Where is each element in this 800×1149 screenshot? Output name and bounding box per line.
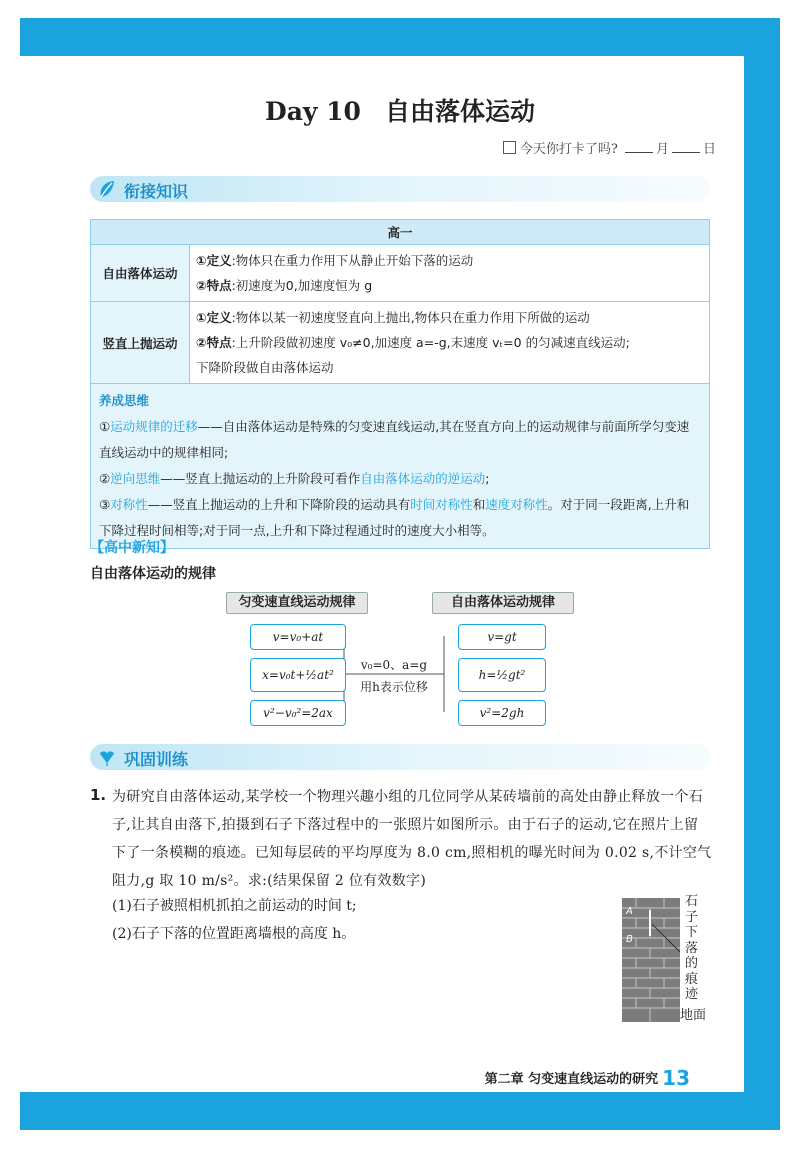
- line-head: ②特点: [196, 278, 232, 293]
- formula-box: v=v₀+at: [250, 624, 346, 650]
- note-text: 用h表示位移: [360, 680, 428, 694]
- figure-label: 石子下落的痕迹: [685, 894, 699, 1002]
- line-text: :上升阶段做初速度 v₀≠0,加速度 a=-g,末速度 vₜ=0 的匀减速直线运动;: [231, 335, 630, 350]
- brick-wall-photo: [622, 898, 680, 1022]
- line-head: ②特点: [196, 335, 232, 350]
- point-number: ②: [99, 471, 111, 486]
- day-label: Day 10: [265, 97, 361, 126]
- row-label: 自由落体运动: [91, 245, 190, 302]
- diagram-left-header: 匀变速直线运动规律: [226, 592, 368, 614]
- section-title-practice: 巩固训练: [124, 750, 189, 769]
- point-text: ;: [485, 471, 490, 486]
- point-a-label: A: [626, 906, 633, 917]
- point-text: 。对于同一段距离,上升和下降过程时间相等;对于同一点,上升和下降过程通过时的速度大小相等。: [99, 497, 690, 538]
- row-label: 竖直上抛运动: [91, 302, 190, 384]
- formula-box: h=½gt²: [458, 658, 546, 692]
- point-keyword: 速度对称性: [485, 497, 548, 512]
- thinking-title: 养成思维: [99, 393, 150, 408]
- formula-box: v=gt: [458, 624, 546, 650]
- section-header-practice: [90, 744, 710, 770]
- point-keyword: 自由落体运动的逆运动: [360, 471, 486, 486]
- formula-box: v²−v₀²=2ax: [250, 700, 346, 726]
- ginkgo-leaf-icon: [98, 747, 116, 767]
- title-text: 自由落体运动: [384, 97, 535, 126]
- point-keyword: 时间对称性: [410, 497, 473, 512]
- law-title: 自由落体运动的规律: [90, 566, 216, 582]
- point-number: ①: [99, 419, 111, 434]
- month-label: 月: [655, 142, 669, 157]
- point-text: 和: [472, 497, 486, 512]
- point-keyword: 逆向思维: [110, 471, 161, 486]
- section-title-bridge: 衔接知识: [124, 182, 189, 201]
- point-text: ——竖直上抛运动的上升和下降阶段的运动具有: [147, 497, 411, 512]
- formula-box: v²=2gh: [458, 700, 546, 726]
- line-text: :初速度为0,加速度恒为 g: [231, 278, 373, 293]
- page-footer: [485, 1066, 690, 1090]
- question-text: 为研究自由落体运动,某学校一个物理兴趣小组的几位同学从某砖墙前的高处由静止释放一个石子,让其自由落下,拍摄到石子下落过程中的一张照片如图所示。由于石子的运动,它在照片上留下了一条模糊的痕迹。已知每层砖的平均厚度为 8.0 cm,照相机的曝光时间为 0.02 s,不计空气阻力,g 取 10 m/s²。求:(结果保留 2 位有效数字): [112, 789, 712, 889]
- line-text: :物体只在重力作用下从静止开始下落的运动: [231, 253, 474, 268]
- new-knowledge-tag: 【高中新知】: [90, 540, 174, 556]
- point-keyword: 对称性: [110, 497, 148, 512]
- point-b-label: B: [626, 934, 633, 945]
- table-header-cell: 高一: [91, 220, 710, 245]
- chapter-title: 第二章 匀变速直线运动的研究: [484, 1072, 659, 1087]
- formula-box: x=v₀t+½at²: [250, 658, 346, 692]
- question-number: 1.: [90, 786, 107, 804]
- page-number: 13: [662, 1066, 690, 1090]
- line-text: 下降阶段做自由落体运动: [196, 360, 334, 375]
- point-text: ——竖直上抛运动的上升阶段可看作: [160, 471, 361, 486]
- ground-label: 地面: [680, 1008, 707, 1023]
- day-label-text: 日: [702, 142, 716, 157]
- condition-text: v₀=0、a=g: [360, 658, 428, 672]
- checkin-text: 今天你打卡了吗?: [519, 142, 618, 157]
- question-sub-1: (1)石子被照相机抓拍之前运动的时间 t;: [112, 898, 357, 914]
- line-head: ①定义: [196, 253, 232, 268]
- point-keyword: 运动规律的迁移: [110, 419, 198, 434]
- point-number: ③: [99, 497, 111, 512]
- diagram-condition: [348, 654, 440, 698]
- line-text: :物体以某一初速度竖直向上抛出,物体只在重力作用下所做的运动: [231, 310, 590, 325]
- line-head: ①定义: [196, 310, 232, 325]
- question-sub-2: (2)石子下落的位置距离墙根的高度 h。: [112, 926, 356, 942]
- point-text: ——自由落体运动是特殊的匀变速直线运动,其在竖直方向上的运动规律与前面所学匀变速直线运动中的规律相同;: [99, 419, 690, 460]
- diagram-right-header: 自由落体运动规律: [432, 592, 574, 614]
